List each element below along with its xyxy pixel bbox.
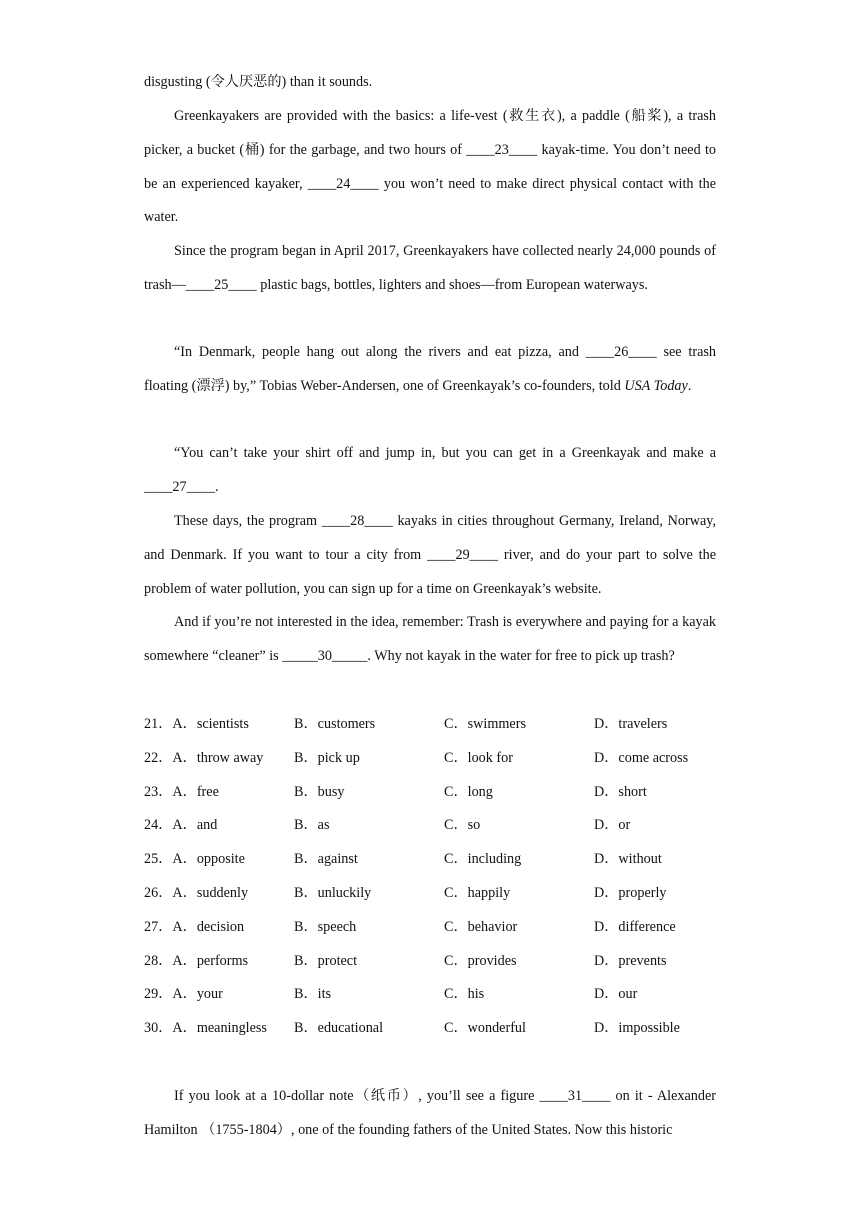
paragraph-quote-denmark xyxy=(144,336,716,404)
question-27-b[interactable]: B．speech xyxy=(294,918,357,935)
paragraph-conclusion: And if you’re not interested in the idea, remember: Trash is everywhere and paying for a kayak somewhere “cleaner” is _____30_____. Why not kayak in the water for free to pick up trash? xyxy=(144,614,716,664)
question-30-a[interactable]: 30．A．meaningless xyxy=(144,1020,267,1037)
question-row xyxy=(144,776,716,810)
question-23-c[interactable]: C．long xyxy=(444,783,493,800)
question-27-d[interactable]: D．difference xyxy=(594,918,676,935)
paragraph-program-history: Since the program began in April 2017, Greenkayakers have collected nearly 24,000 pounds of trash—____25____ plastic bags, bottles, lighters and shoes—from European waterways. xyxy=(144,243,716,293)
answer-options xyxy=(144,708,716,1046)
question-22-a[interactable]: 22．A．throw away xyxy=(144,749,264,766)
paragraph-next-passage: If you look at a 10-dollar note（纸币）, you’ll see a figure ____31____ on it - Alexander Hamilton （1755-1804）, one of the founding fathers of the United States. Now this historic xyxy=(144,1088,716,1138)
question-28-d[interactable]: D．prevents xyxy=(594,952,667,969)
question-row xyxy=(144,911,716,945)
question-28-b[interactable]: B．protect xyxy=(294,952,358,969)
question-21-d[interactable]: D．travelers xyxy=(594,716,668,732)
question-23-d[interactable]: D．short xyxy=(594,783,647,800)
question-21-a[interactable]: 21．A．scientists xyxy=(144,716,249,732)
question-24-a[interactable]: 24．A．and xyxy=(144,817,218,834)
question-22-d[interactable]: D．come across xyxy=(594,749,689,766)
question-26-d[interactable]: D．properly xyxy=(594,884,667,901)
question-23-a[interactable]: 23．A．free xyxy=(144,783,219,800)
question-26-c[interactable]: C．happily xyxy=(444,884,511,901)
question-27-c[interactable]: C．behavior xyxy=(444,918,518,935)
question-25-a[interactable]: 25．A．opposite xyxy=(144,851,245,868)
period: . xyxy=(687,377,692,394)
question-27-a[interactable]: 27．A．decision xyxy=(144,918,245,935)
question-24-d[interactable]: D．or xyxy=(594,817,631,834)
question-28-a[interactable]: 28．A．performs xyxy=(144,952,249,969)
question-26-b[interactable]: B．unluckily xyxy=(294,884,372,901)
question-30-c[interactable]: C．wonderful xyxy=(444,1020,526,1037)
question-26-a[interactable]: 26．A．suddenly xyxy=(144,884,249,901)
question-25-c[interactable]: C．including xyxy=(444,851,522,868)
question-24-b[interactable]: B．as xyxy=(294,817,330,834)
question-22-b[interactable]: B．pick up xyxy=(294,749,360,766)
question-30-b[interactable]: B．educational xyxy=(294,1020,384,1037)
paragraph-continuation: disgusting (令人厌恶的) than it sounds. xyxy=(144,74,373,90)
question-29-a[interactable]: 29．A．your xyxy=(144,986,223,1003)
paragraph-equipment: Greenkayakers are provided with the basics: a life-vest (救生衣), a paddle (船桨), a trash picker, a bucket (桶) for the garbage, and two hours of ____23____ kayak-time. You don’t need to be an experienced kayaker, ____24____ you won’t need to make direct physical contact with the water. xyxy=(144,108,716,226)
question-24-c[interactable]: C．so xyxy=(444,817,481,834)
question-row xyxy=(144,978,716,1012)
question-30-d[interactable]: D．impossible xyxy=(594,1020,680,1037)
question-row xyxy=(144,945,716,979)
question-29-b[interactable]: B．its xyxy=(294,986,332,1003)
question-29-c[interactable]: C．his xyxy=(444,986,485,1003)
question-22-c[interactable]: C．look for xyxy=(444,749,513,766)
question-21-c[interactable]: C．swimmers xyxy=(444,716,526,732)
question-row xyxy=(144,1012,716,1046)
quote-denmark-text: “In Denmark, people hang out along the rivers and eat pizza, and ____26____ see trash floating (漂浮) by,” Tobias Weber-Andersen, one of Greenkayak’s co-founders, told xyxy=(144,344,716,394)
question-row xyxy=(144,742,716,776)
question-row xyxy=(144,809,716,843)
paragraph-quote-shirt: “You can’t take your shirt off and jump in, but you can get in a Greenkayak and make a ____27____. xyxy=(144,445,716,495)
question-29-d[interactable]: D．our xyxy=(594,986,638,1003)
paragraph-cities: These days, the program ____28____ kayaks in cities throughout Germany, Ireland, Norway, and Denmark. If you want to tour a city from ____29____ river, and do your part to solve the problem of water pollution, you can sign up for a time on Greenkayak’s website. xyxy=(144,513,716,597)
question-28-c[interactable]: C．provides xyxy=(444,952,517,969)
question-21-b[interactable]: B．customers xyxy=(294,716,376,732)
question-23-b[interactable]: B．busy xyxy=(294,783,345,800)
question-row xyxy=(144,843,716,877)
question-row xyxy=(144,877,716,911)
question-25-b[interactable]: B．against xyxy=(294,851,358,868)
publication-name: USA Today xyxy=(624,377,688,394)
question-25-d[interactable]: D．without xyxy=(594,851,662,868)
question-row xyxy=(144,708,716,742)
